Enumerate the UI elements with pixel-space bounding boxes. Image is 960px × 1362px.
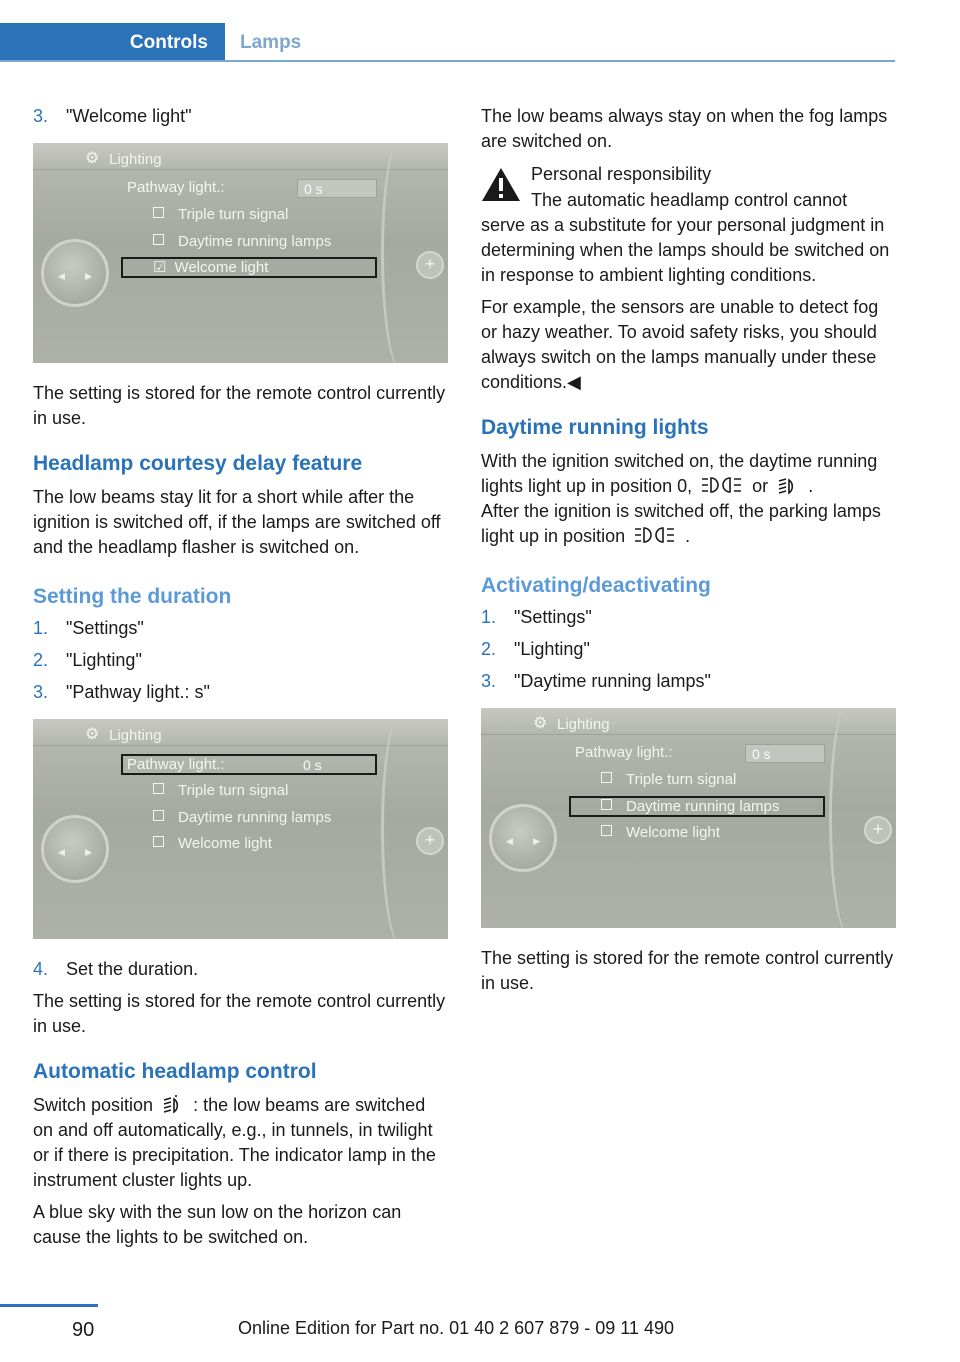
controller-knob: ◀ ▶ bbox=[41, 239, 109, 307]
heading-setting-duration: Setting the duration bbox=[33, 585, 232, 608]
stored-note-1: The setting is stored for the remote control currently in use. bbox=[33, 383, 446, 428]
settings-gear-icon: ⚙ bbox=[533, 715, 548, 732]
checked-icon: ☑ bbox=[153, 259, 167, 276]
checkbox-icon bbox=[153, 234, 164, 245]
stored-note-2: The setting is stored for the remote control currently in use. bbox=[33, 991, 446, 1036]
heading-activating: Activating/deactivating bbox=[481, 574, 711, 597]
heading-courtesy-delay: Headlamp courtesy delay feature bbox=[33, 452, 363, 475]
pathway-value: 0 s bbox=[297, 179, 377, 198]
option-triple-turn: Triple turn signal bbox=[153, 206, 288, 224]
screen-daytime-lamps bbox=[481, 708, 896, 928]
controller-knob: ◀ ▶ bbox=[489, 804, 557, 872]
left-column bbox=[33, 104, 448, 1257]
option-welcome-light: ☑ Welcome light bbox=[153, 259, 269, 276]
checkbox-icon bbox=[153, 836, 164, 847]
checkbox-icon bbox=[601, 799, 612, 810]
checkbox-icon bbox=[153, 810, 164, 821]
pathway-value: 0 s bbox=[303, 757, 322, 773]
option-welcome-light: Welcome light bbox=[153, 835, 272, 853]
option-daytime: Daytime running lamps bbox=[601, 798, 779, 816]
screen-arc bbox=[829, 708, 872, 928]
warning-title: Personal responsibility bbox=[531, 164, 712, 184]
controller-knob: ◀ ▶ bbox=[41, 815, 109, 883]
warning-triangle-icon bbox=[481, 166, 521, 202]
screen-title: Lighting bbox=[109, 151, 162, 168]
step-item: 3. "Daytime running lamps" bbox=[481, 671, 711, 691]
example-text: For example, the sensors are unable to detect fog or hazy weather. To avoid safety risks, you should always switch on the lamps manually under these conditions.◀ bbox=[481, 297, 879, 392]
tab-lamps[interactable]: Lamps bbox=[240, 32, 302, 53]
footer-rule bbox=[0, 1304, 98, 1307]
pathway-label: Pathway light.: bbox=[127, 756, 225, 773]
parking-lamps-icon bbox=[633, 525, 677, 545]
option-triple-turn: Triple turn signal bbox=[153, 782, 288, 800]
daytime-text: With the ignition switched on, the daytime running lights light up in position 0, or . After the ignition is switched off, the parking lamps light up in position . bbox=[481, 451, 881, 546]
screen-welcome-light bbox=[33, 143, 448, 363]
step-item: 1. "Settings" bbox=[481, 607, 592, 627]
plus-icon: + bbox=[864, 816, 892, 844]
right-column bbox=[481, 104, 896, 1003]
fog-text: The low beams always stay on when the fog lamps are switched on. bbox=[481, 106, 888, 151]
step-item: 2. "Lighting" bbox=[33, 650, 142, 670]
screen-pathway-light bbox=[33, 719, 448, 939]
option-triple-turn: Triple turn signal bbox=[601, 771, 736, 789]
auto-headlamp-icon bbox=[776, 475, 800, 495]
screen-title: Lighting bbox=[557, 716, 610, 733]
auto-headlamp-icon bbox=[161, 1094, 185, 1114]
blue-sky-text: A blue sky with the sun low on the horizon can cause the lights to be switched on. bbox=[33, 1202, 402, 1247]
step-item: 3. "Pathway light.: s" bbox=[33, 682, 210, 702]
page-number: 90 bbox=[72, 1319, 95, 1341]
tab-controls[interactable]: Controls bbox=[0, 23, 225, 62]
plus-icon: + bbox=[416, 251, 444, 279]
stored-note-3: The setting is stored for the remote control currently in use. bbox=[481, 948, 894, 993]
parking-lamps-icon bbox=[700, 475, 744, 495]
option-welcome-light: Welcome light bbox=[601, 824, 720, 842]
option-daytime: Daytime running lamps bbox=[153, 809, 331, 827]
settings-gear-icon: ⚙ bbox=[85, 726, 100, 743]
step-welcome-light bbox=[33, 104, 448, 129]
checkbox-icon bbox=[153, 207, 164, 218]
step-number: 3. bbox=[33, 106, 49, 126]
checkbox-icon bbox=[601, 825, 612, 836]
checkbox-icon bbox=[153, 783, 164, 794]
step-item: 2. "Lighting" bbox=[481, 639, 590, 659]
screen-arc bbox=[381, 143, 424, 363]
pathway-value: 0 s bbox=[745, 744, 825, 763]
screen-arc bbox=[381, 719, 424, 939]
courtesy-text: The low beams stay lit for a short while after the ignition is switched off, if the lamps are switched off and the headlamp flasher is switched on. bbox=[33, 487, 441, 557]
auto-text: Switch position : the low beams are switched on and off automatically, e.g., in tunnels, in twilight or if there is precipitation. The indicator lamp in the instrument cluster lights up. bbox=[33, 1095, 436, 1190]
edition-text: Online Edition for Part no. 01 40 2 607 879 - 09 11 490 bbox=[238, 1318, 674, 1338]
warning-text: The automatic headlamp control cannot serve as a substitute for your personal judgment in determining when the lamps should be switched on in response to ambient lighting conditions. bbox=[481, 190, 890, 285]
header-rule bbox=[0, 60, 895, 62]
checkbox-icon bbox=[601, 772, 612, 783]
heading-auto-headlamp: Automatic headlamp control bbox=[33, 1060, 317, 1083]
settings-gear-icon: ⚙ bbox=[85, 150, 100, 167]
step-set-duration: 4. Set the duration. bbox=[33, 959, 199, 979]
step-item: 1. "Settings" bbox=[33, 618, 144, 638]
heading-daytime-running: Daytime running lights bbox=[481, 416, 709, 439]
screen-title: Lighting bbox=[109, 727, 162, 744]
pathway-label: Pathway light.: bbox=[575, 744, 673, 761]
step-text: "Welcome light" bbox=[66, 106, 192, 126]
pathway-label: Pathway light.: bbox=[127, 179, 225, 196]
warning-box bbox=[481, 162, 896, 187]
plus-icon: + bbox=[416, 827, 444, 855]
option-daytime: Daytime running lamps bbox=[153, 233, 331, 251]
